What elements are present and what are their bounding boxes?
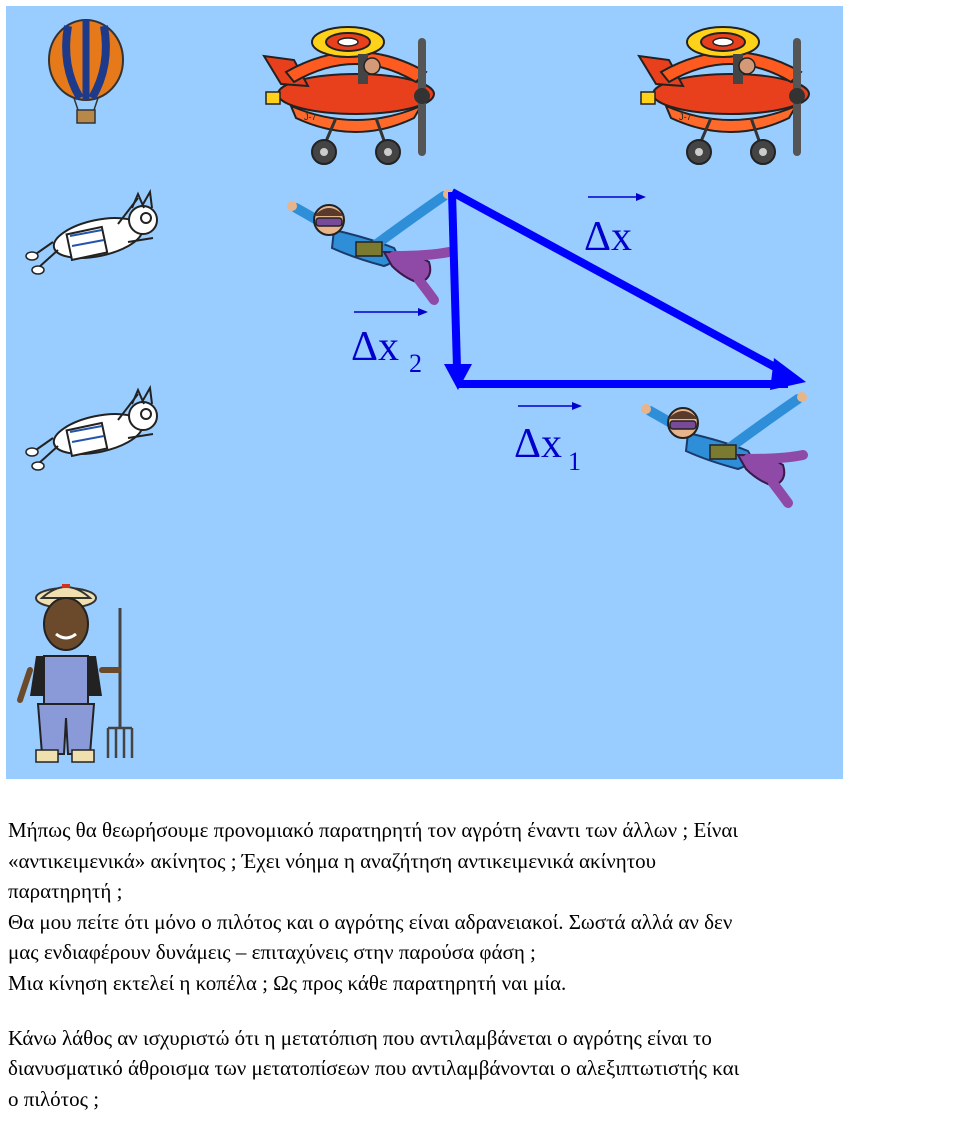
- paragraph-gap: [8, 999, 960, 1023]
- text-line: Μήπως θα θεωρήσουμε προνομιακό παρατηρητή τον αγρότη έναντι των άλλων ; Είναι: [8, 818, 739, 842]
- text-line: μας ενδιαφέρουν δυνάμεις – επιταχύνεις στην παρούσα φάση ;: [8, 940, 536, 965]
- label-dx2-subscript: 2: [409, 349, 422, 378]
- label-dx2-text: Δx: [351, 324, 400, 370]
- text-line: διανυσματικό άθροισμα των μετατοπίσεων που αντιλαμβάνονται ο αλεξιπτωτιστής και: [8, 1056, 740, 1081]
- vector-dx2: [452, 192, 457, 368]
- text-line: Κάνω λάθος αν ισχυριστώ ότι η μετατόπιση που αντιλαμβάνεται ο αγρότης είναι το: [8, 1025, 712, 1050]
- physics-figure: [6, 6, 843, 779]
- text-line: ο πιλότος ;: [8, 1086, 100, 1111]
- text-line: παρατηρητή ;: [8, 879, 123, 904]
- text-line: «αντικειμενικά» ακίνητος ; Έχει νόημα η αναζήτηση αντικειμενικά ακίνητου: [8, 848, 657, 873]
- label-dx1-text: Δx: [514, 421, 563, 467]
- body-text: [8, 815, 960, 1114]
- label-dx1-subscript: 1: [568, 447, 581, 476]
- text-line: Μια κίνηση εκτελεί η κοπέλα ; Ως προς κάθε παρατηρητή ναι μία.: [8, 970, 567, 995]
- label-dx-text: Δx: [584, 214, 633, 260]
- text-line: Θα μου πείτε ότι μόνο ο πιλότος και ο αγρότης είναι αδρανειακοί. Σωστά αλλά αν δεν: [8, 909, 733, 934]
- plane-tail-label: J-7: [304, 112, 317, 122]
- plane-tail-label: J-7: [679, 112, 692, 122]
